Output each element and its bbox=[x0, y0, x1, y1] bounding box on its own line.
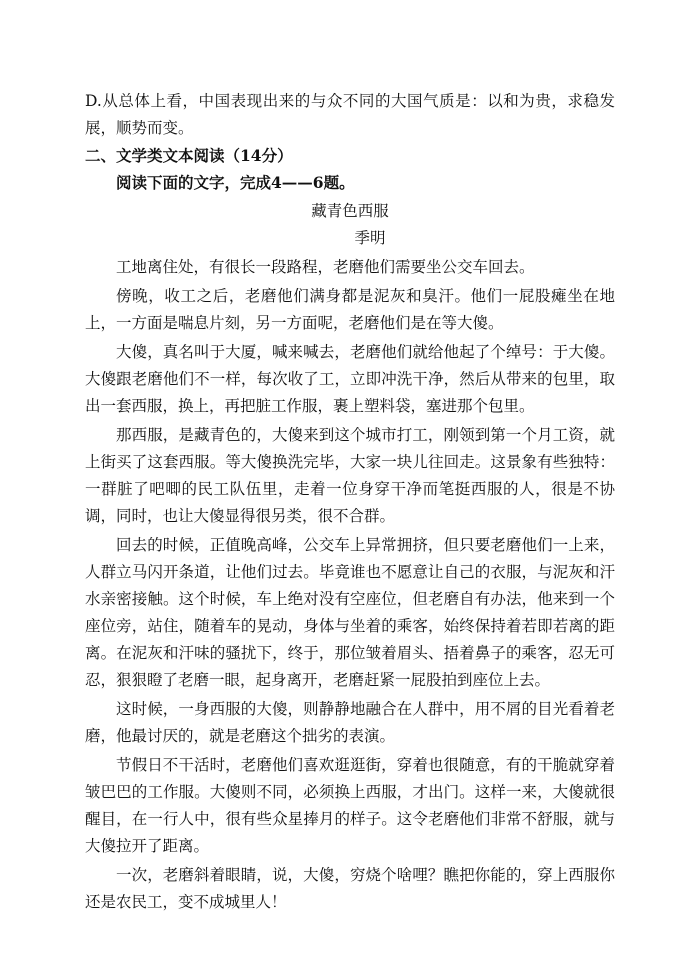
question-d-option: D.从总体上看，中国表现出来的与众不同的大国气质是：以和为贵，求稳发展，顺势而变。 bbox=[85, 92, 615, 137]
article-paragraph: 大傻，真名叫于大厦，喊来喊去，老磨他们就给他起了个绰号：于大傻。大傻跟老磨他们不一样，每次收了工，立即冲洗干净，然后从带来的包里，取出一套西服，换上，再把脏工作服，裹上塑料袋，塞进那个包里。 bbox=[85, 343, 615, 415]
article-paragraph: 回去的时候，正值晚高峰，公交车上异常拥挤，但只要老磨他们一上来，人群立马闪开条道，让他们过去。毕竟谁也不愿意让自己的衣服，与泥灰和汗水亲密接触。这个时候，车上绝对没有空座位，但老磨自有办法，他来到一个座位旁，站住，随着车的晃动，身体与坐着的乘客，始终保持着若即若离的距离。在泥灰和汗味的骚扰下，终于，那位皱着眉头、捂着鼻子的乘客，忍无可忍，狠狠瞪了老磨一眼，起身离开，老磨赶紧一屁股拍到座位上去。 bbox=[85, 536, 615, 689]
article-paragraph: 傍晚，收工之后，老磨他们满身都是泥灰和臭汗。他们一屁股瘫坐在地上，一方面是喘息片刻，另一方面呢，老磨他们是在等大傻。 bbox=[85, 287, 615, 332]
article-paragraph: 这时候，一身西服的大傻，则静静地融合在人群中，用不屑的目光看着老磨，他最讨厌的，就是老磨这个拙劣的表演。 bbox=[85, 700, 615, 745]
article-author: 季明 bbox=[354, 229, 386, 247]
article-paragraph: 那西服，是藏青色的，大傻来到这个城市打工，刚领到第一个月工资，就上街买了这套西服。等大傻换洗完毕，大家一块儿往回走。这景象有些独特：一群脏了吧唧的民工队伍里，走着一位身穿干净而笔挺西服的人，很是不协调，同时，也让大傻显得很另类，很不合群。 bbox=[85, 426, 615, 525]
article-paragraph: 一次，老磨斜着眼睛，说，大傻，穷烧个啥哩？瞧把你能的，穿上西服你还是农民工，变不成城里人！ bbox=[85, 866, 615, 911]
section-heading: 二、文学类文本阅读（14分） bbox=[85, 146, 293, 165]
article-title: 藏青色西服 bbox=[311, 202, 389, 220]
article-paragraph: 节假日不干活时，老磨他们喜欢逛逛街，穿着也很随意，有的干脆就穿着皱巴巴的工作服。大傻则不同，必须换上西服，才出门。这样一来，大傻就很醒目，在一行人中，很有些众星捧月的样子。这令老磨他们非常不舒服，就与大傻拉开了距离。 bbox=[85, 756, 615, 855]
article-paragraph: 工地离住处，有很长一段路程，老磨他们需要坐公交车回去。 bbox=[116, 258, 535, 276]
document-page bbox=[85, 88, 615, 916]
reading-instruction: 阅读下面的文字，完成4——6题。 bbox=[116, 173, 355, 192]
